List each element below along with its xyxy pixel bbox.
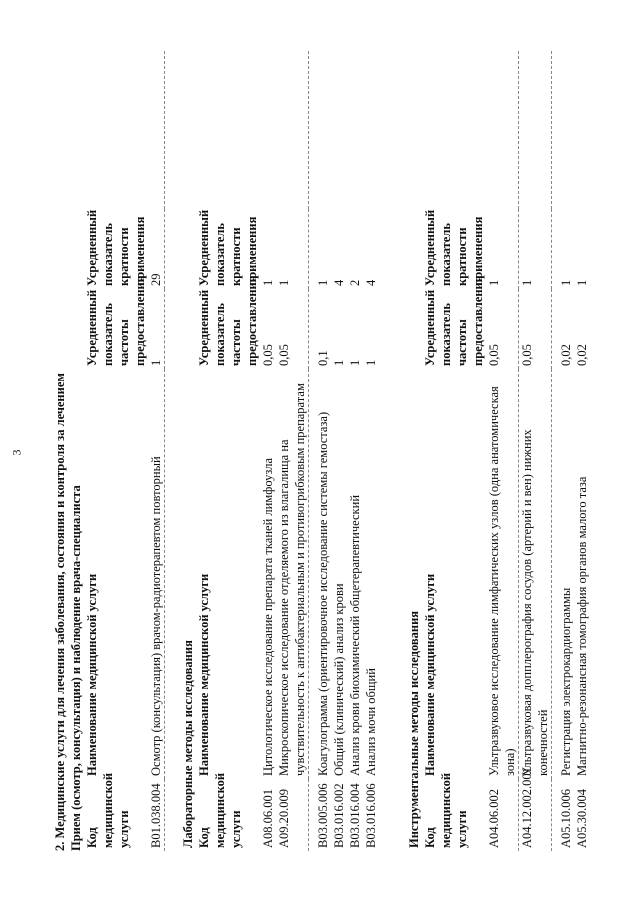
table-row <box>148 51 165 851</box>
group-title: Инструментальные методы исследования <box>407 610 421 848</box>
group-title: Лабораторные методы исследования <box>181 640 195 848</box>
page-number: 3 <box>9 449 24 456</box>
header-mult: Усредненный показатель кратности применения <box>197 209 259 286</box>
instrumental-table <box>406 51 590 851</box>
cell-mult: 1 <box>276 209 309 289</box>
cell-mult: 1 <box>559 279 573 286</box>
cell-name: Цитологическое исследование препарата тканей лимфоузла <box>261 457 275 776</box>
section-title: 2. Медицинские услуги для лечения заболевания, состояния и контроля за лечением <box>53 373 67 851</box>
table-row <box>331 51 347 851</box>
cell-code: А09.20.009 <box>276 779 309 851</box>
header-freq: Усредненный показатель частоты предоставления <box>423 275 485 366</box>
cell-freq: 1 <box>332 359 346 366</box>
cell-freq: 1 <box>348 359 362 366</box>
header-name: Наименование медицинской услуги <box>423 573 437 776</box>
cell-mult: 29 <box>148 209 165 289</box>
cell-freq: 0,02 <box>575 344 589 366</box>
cell-code: А08.06.001 <box>261 788 275 848</box>
cell-freq: 0,05 <box>261 344 275 366</box>
header-name: Наименование медицинской услуги <box>85 573 99 776</box>
cell-freq: 0,05 <box>519 289 552 369</box>
table-row <box>260 51 276 851</box>
cell-code: А04.12.002.001 <box>519 779 552 851</box>
group-title-row <box>180 51 196 851</box>
cell-freq: 0,05 <box>276 289 309 369</box>
cell-name: Ультразвуковая допплерография сосудов (артерий и вен) нижних конечностей <box>519 369 552 779</box>
cell-freq: 0,05 <box>486 289 519 369</box>
cell-freq: 0,02 <box>559 344 573 366</box>
header-mult: Усредненный показатель кратности применения <box>85 209 147 286</box>
cell-name: Осмотр (консультация) врачом-радиотерапевтом повторный <box>148 369 165 779</box>
consultation-table <box>84 51 165 851</box>
cell-code: В03.016.004 <box>348 783 362 848</box>
cell-name: Ультразвуковое исследование лимфатических узлов (одна анатомическая зона) <box>486 369 519 779</box>
header-code: Код медицинской услуги <box>423 772 469 848</box>
cell-name: Общий (клинический) анализ крови <box>332 583 346 776</box>
table-row <box>347 51 363 851</box>
header-code: Код медицинской услуги <box>85 772 131 848</box>
cell-freq: 1 <box>148 289 165 369</box>
cell-name: Регистрация электрокардиограммы <box>559 587 573 776</box>
cell-mult: 4 <box>364 279 378 286</box>
cell-code: В03.005.006 <box>316 783 330 848</box>
header-name: Наименование медицинской услуги <box>197 573 211 776</box>
cell-code: А05.10.006 <box>559 788 573 848</box>
group-title-row <box>406 51 422 851</box>
cell-freq: 0,1 <box>316 350 330 366</box>
cell-code: В01.038.004 <box>148 779 165 851</box>
cell-name: Магнитно-резонансная томография органов малого таза <box>575 476 589 776</box>
cell-mult: 1 <box>575 279 589 286</box>
table-row <box>486 51 519 851</box>
rotated-page-content <box>50 51 634 851</box>
cell-name: Коагулограмма (ориентировочное исследование системы гемостаза) <box>316 411 330 776</box>
header-freq: Усредненный показатель частоты предоставления <box>197 275 259 366</box>
cell-code: В03.016.006 <box>364 783 378 848</box>
cell-mult: 4 <box>332 279 346 286</box>
laboratory-table <box>180 51 379 851</box>
table-row <box>276 51 309 851</box>
cell-code: А04.06.002 <box>486 779 519 851</box>
cell-mult: 1 <box>486 209 519 289</box>
table-header-row <box>422 51 486 851</box>
header-freq: Усредненный показатель частоты предоставления <box>85 275 147 366</box>
cell-freq: 1 <box>364 359 378 366</box>
table-row <box>574 51 590 851</box>
table-row <box>363 51 379 851</box>
cell-name: Анализ мочи общий <box>364 668 378 776</box>
header-mult: Усредненный показатель кратности применения <box>423 209 485 286</box>
section-subtitle: Прием (осмотр, консультация) и наблюдение врача-специалиста <box>69 485 83 851</box>
header-code: Код медицинской услуги <box>197 772 243 848</box>
cell-mult: 2 <box>348 279 362 286</box>
table-row <box>315 51 331 851</box>
table-header-row <box>84 51 148 851</box>
table-row <box>519 51 552 851</box>
cell-name: Анализ крови биохимический общетерапевтический <box>348 494 362 776</box>
cell-code: А05.30.004 <box>575 788 589 848</box>
cell-code: В03.016.002 <box>332 783 346 848</box>
table-header-row <box>196 51 260 851</box>
table-row <box>558 51 574 851</box>
cell-mult: 1 <box>519 209 552 289</box>
cell-mult: 1 <box>261 279 275 286</box>
cell-mult: 1 <box>316 279 330 286</box>
cell-name: Микроскопическое исследование отделяемого из влагалища на чувствительность к антибактериальным и противогрибковым препаратам <box>276 369 309 779</box>
